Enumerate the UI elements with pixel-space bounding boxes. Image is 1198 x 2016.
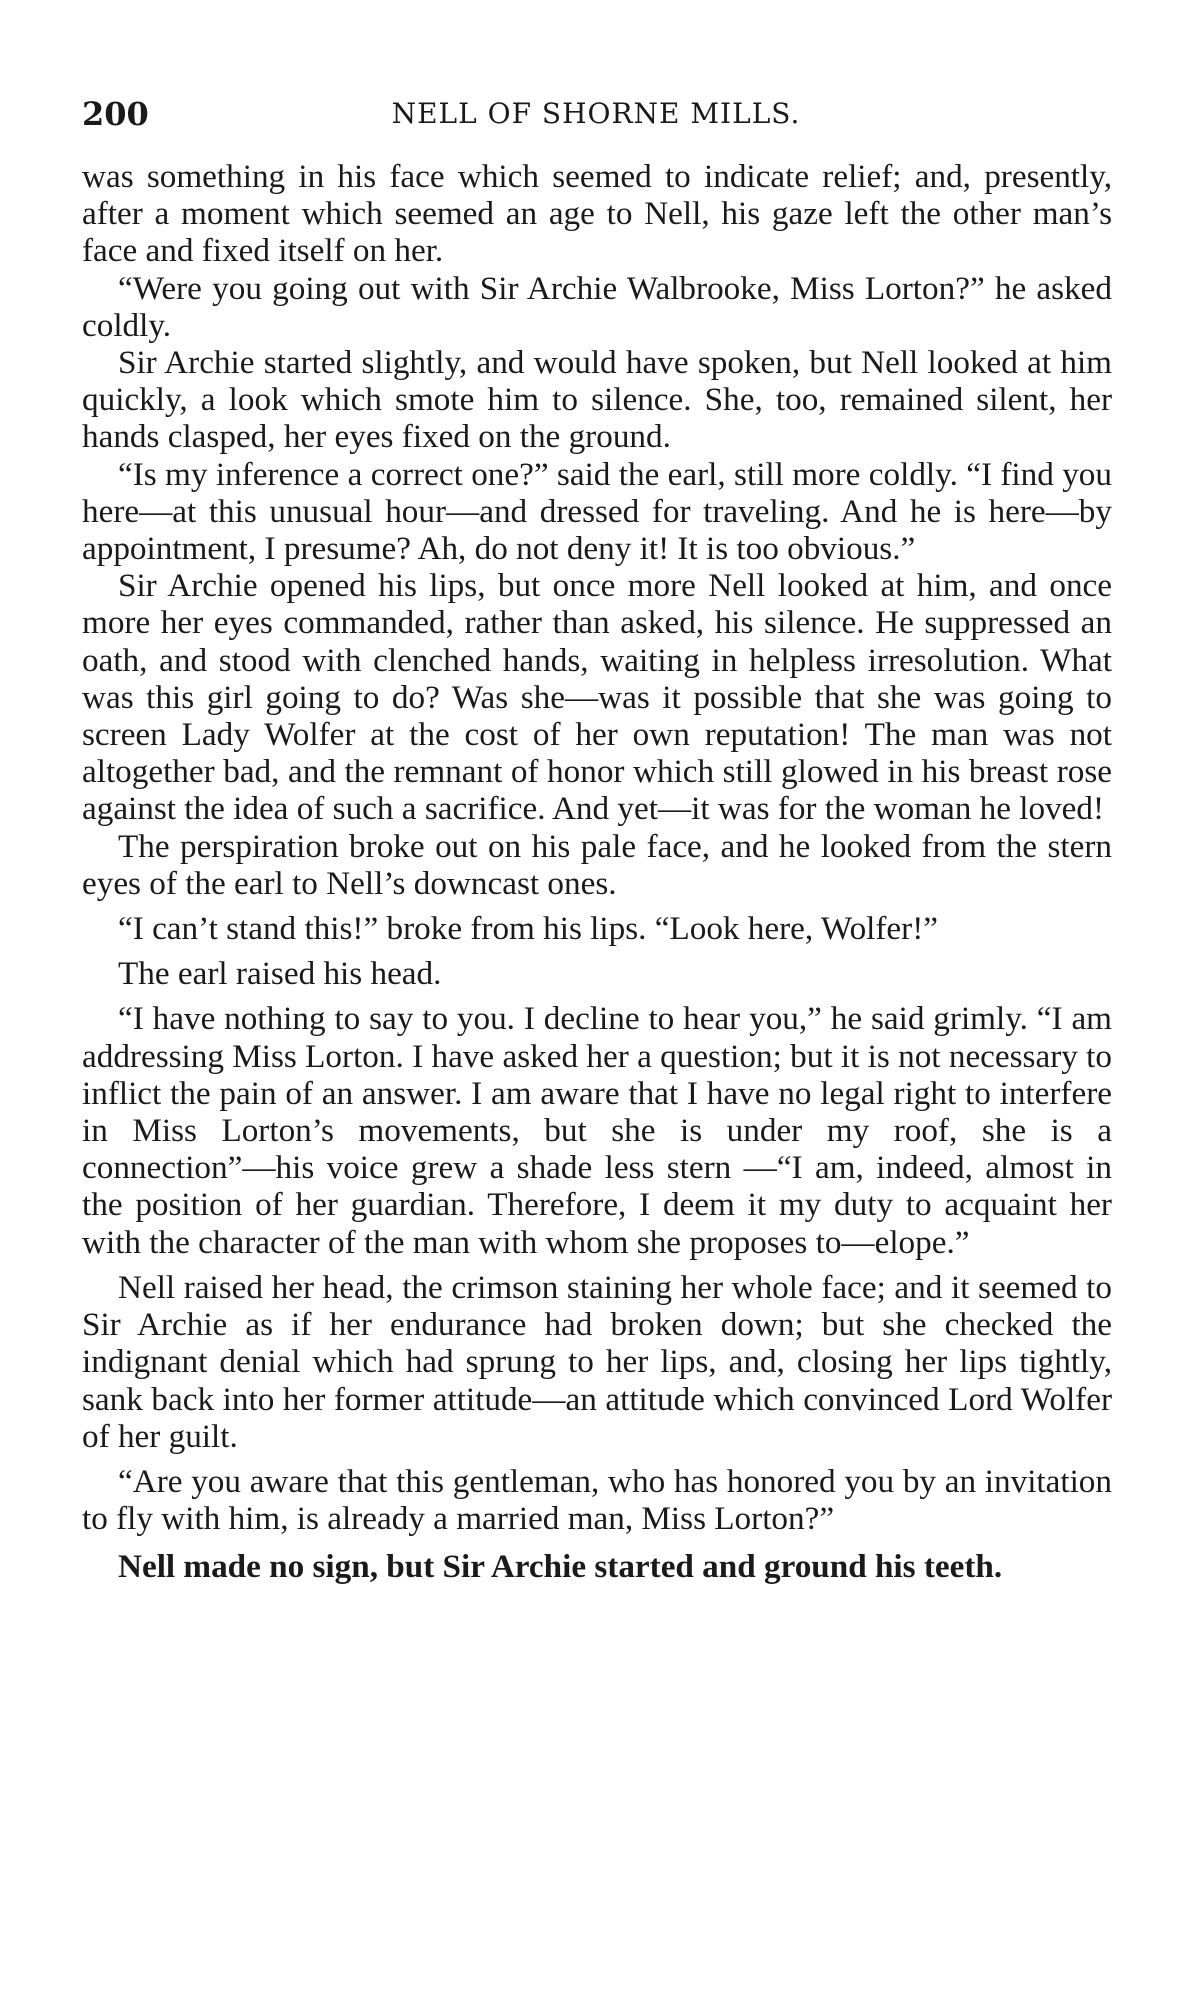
running-title: NELL OF SHORNE MILLS. <box>391 97 801 130</box>
paragraph: “Is my inference a correct one?” said the earl, still more coldly. “I find you here—at this unusual hour—and dressed for traveling. And he is here—by appointment, I presume? Ah, do not deny it! It is too obvious.” <box>82 455 1112 568</box>
paragraph: Sir Archie started slightly, and would have spoken, but Nell looked at him quickly, a look which smote him to silence. She, too, remained silent, her hands clasped, her eyes fixed on the ground. <box>82 344 1112 456</box>
page-number: 200 <box>82 95 149 133</box>
paragraph: The perspiration broke out on his pale face, and he looked from the stern eyes of the earl to Nell’s downcast ones. <box>82 827 1112 902</box>
page-header <box>82 95 1110 135</box>
paragraph: was something in his face which seemed to indicate relief; and, presently, after a moment which seemed an age to Nell, his gaze left the other man’s face and fixed itself on her. <box>82 158 1112 270</box>
paragraph: The earl raised his head. <box>118 955 442 993</box>
paragraph: “Are you aware that this gentleman, who has honored you by an invitation to fly with him, is already a married man, Miss Lorton?” <box>82 1462 1112 1538</box>
paragraph: “I can’t stand this!” broke from his lips. “Look here, Wolfer!” <box>118 910 938 948</box>
paragraph: Nell raised her head, the crimson staining her whole face; and it seemed to Sir Archie as if her endurance had broken down; but she checked the indignant denial which had sprung to her lips, and, closing her lips tightly, sank back into her former attitude—an attitude which convinced Lord Wolfer of her guilt. <box>82 1268 1112 1455</box>
body-text <box>82 158 1112 1586</box>
paragraph: “I have nothing to say to you. I decline to hear you,” he said grimly. “I am addressing Miss Lorton. I have asked her a question; but it is not necessary to inflict the pain of an answer. I am aware that I have no legal right to interfere in Miss Lorton’s movements, but she is under my roof, she is a connection”—his voice grew a shade less stern —“I am, indeed, almost in the position of her guardian. Therefore, I deem it my duty to acquaint her with the character of the man with whom she proposes to—elope.” <box>82 1000 1112 1261</box>
paragraph: Sir Archie opened his lips, but once more Nell looked at him, and once more her eyes commanded, rather than asked, his silence. He suppressed an oath, and stood with clenched hands, waiting in helpless irresolution. What was this girl going to do? Was she—was it possible that she was going to screen Lady Wolfer at the cost of her own reputation! The man was not altogether bad, and the remnant of honor which still glowed in his breast rose against the idea of such a sacrifice. And yet—it was for the woman he loved! <box>82 567 1112 828</box>
paragraph: Nell made no sign, but Sir Archie started and ground his teeth. <box>118 1548 1003 1586</box>
paragraph: “Were you going out with Sir Archie Walbrooke, Miss Lorton?” he asked coldly. <box>82 269 1112 344</box>
